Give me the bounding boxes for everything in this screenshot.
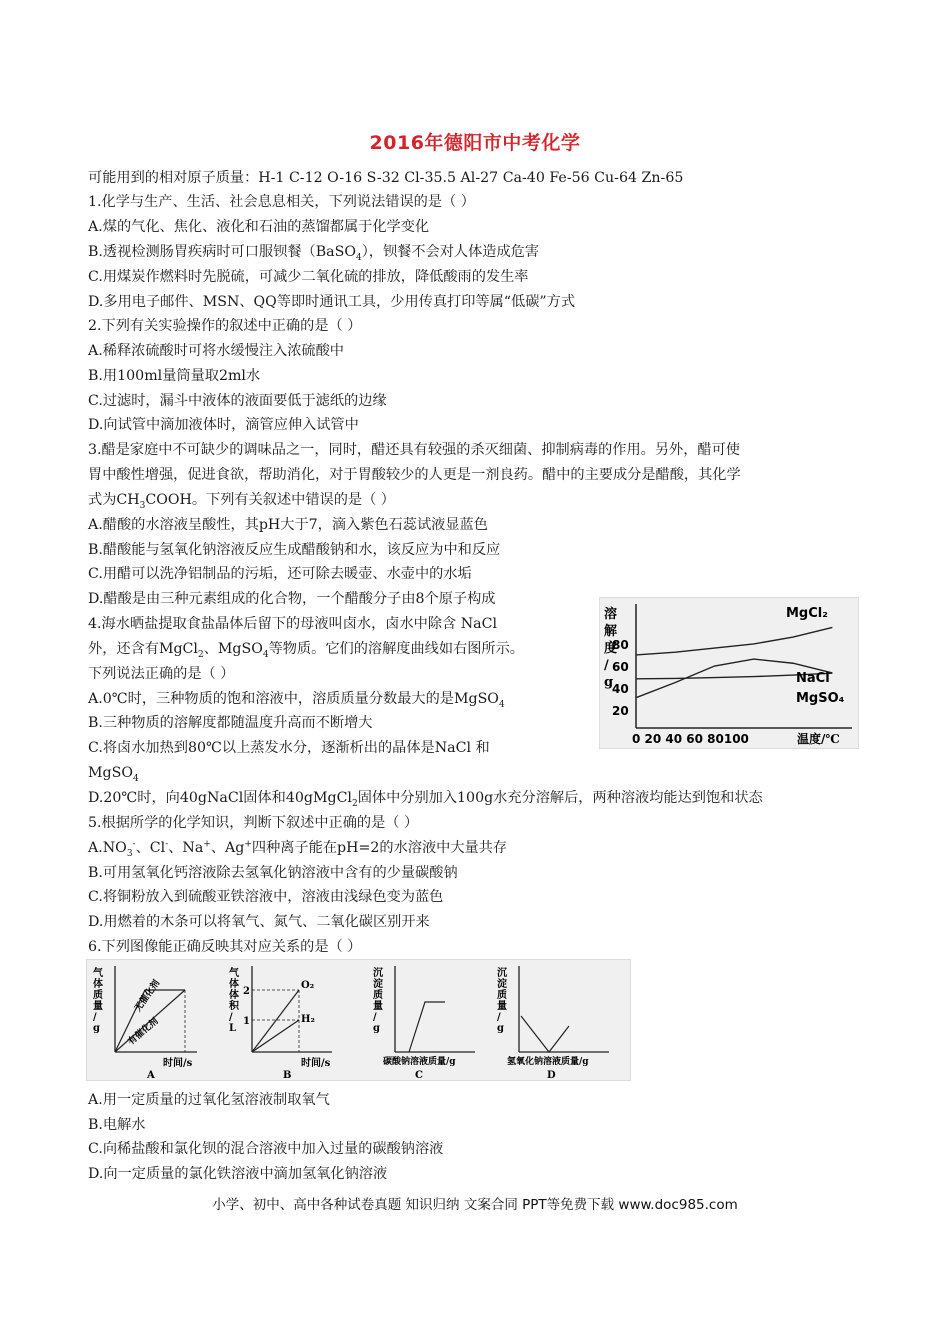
graph-a-top-label: 无催化剂 bbox=[133, 978, 163, 1014]
graph-d-ylabel: 沉淀质量/ g bbox=[497, 968, 507, 1034]
solubility-chart bbox=[599, 597, 859, 749]
graph-b-o2-line bbox=[252, 990, 299, 1052]
graph-d-line bbox=[521, 1016, 569, 1052]
graph-a-xlabel: 时间/s bbox=[163, 1058, 193, 1069]
q6-option-d: D.向一定质量的氯化铁溶液中滴加氢氧化钠溶液 bbox=[88, 1166, 388, 1182]
q2-option-a: A.稀释浓硫酸时可将水缓慢注入浓硫酸中 bbox=[88, 343, 344, 359]
q3-option-c: C.用醋可以洗净铝制品的污垢，还可除去暖壶、水壶中的水垢 bbox=[88, 566, 472, 582]
q2-stem: 2.下列有关实验操作的叙述中正确的是（ ） bbox=[88, 318, 362, 334]
q5-option-b: B.可用氢氧化钙溶液除去氢氧化钠溶液中含有的少量碳酸钠 bbox=[88, 865, 458, 881]
graph-b-tick-1: 1 bbox=[243, 1016, 250, 1027]
q3-stem-line3: 式为$CH_3COOH$。下列有关叙述中错误的是（ ） bbox=[88, 492, 395, 511]
graph-b-xlabel: 时间/s bbox=[301, 1058, 331, 1069]
q6-stem: 6.下列图像能正确反映其对应关系的是（ ） bbox=[88, 939, 362, 955]
page-title: 2016年德阳市中考化学 bbox=[369, 132, 581, 154]
q5-option-c: C.将铜粉放入到硫酸亚铁溶液中，溶液由浅绿色变为蓝色 bbox=[88, 889, 444, 905]
q4-stem-line3: 下列说法正确的是（ ） bbox=[88, 666, 235, 682]
graph-b-h2-line bbox=[252, 1020, 299, 1052]
y-tick-60: 60 bbox=[612, 660, 629, 674]
q5-option-a: $A.NO_3^-$、Cl-、Na+、Ag+四种离子能在pH=2的水溶液中大量共存 bbox=[88, 839, 508, 859]
q4-option-b: B.三种物质的溶解度都随温度升高而不断增大 bbox=[88, 715, 373, 731]
q6-option-b: B.电解水 bbox=[88, 1117, 146, 1133]
y-tick-40: 40 bbox=[612, 682, 629, 696]
graph-d bbox=[496, 966, 609, 1080]
q6-graphs bbox=[86, 959, 631, 1081]
graph-a-ylabel: 气体质量/ g bbox=[93, 968, 103, 1034]
q3-stem-line1: 3.醋是家庭中不可缺少的调味品之一，同时，醋还具有较强的杀灭细菌、抑制病毒的作用。另外，醋可使 bbox=[88, 442, 740, 458]
series-label-mgso4: MgSO₄ bbox=[796, 691, 845, 706]
q6-graphs-svg bbox=[87, 960, 630, 1080]
q6-option-a: A.用一定质量的过氧化氢溶液制取氧气 bbox=[88, 1092, 330, 1108]
graph-d-xlabel: 氢氧化钠溶液质量/g bbox=[507, 1057, 589, 1067]
q1-option-b: B.透视检测肠胃疾病时可口服钡餐（BaSO$_4$），钡餐不会对人体造成危害 bbox=[88, 244, 540, 263]
y-tick-20: 20 bbox=[612, 704, 629, 718]
q3-stem-line2: 胃中酸性增强，促进食欲，帮助消化，对于胃酸较少的人更是一剂良药。醋中的主要成分是醋酸，其化学 bbox=[88, 467, 741, 483]
q4-stem-line2: 外，还含有MgCl$_2$、MgSO$_4$等物质。它们的溶解度曲线如右图所示。 bbox=[88, 641, 524, 660]
q5-option-d: D.用燃着的木条可以将氧气、氮气、二氧化碳区别开来 bbox=[88, 914, 430, 930]
q1-stem: 1.化学与生产、生活、社会息息相关，下列说法错误的是（ ） bbox=[88, 194, 475, 210]
graph-a bbox=[93, 966, 197, 1080]
solubility-chart-svg bbox=[600, 598, 858, 748]
y-tick-80: 80 bbox=[612, 638, 629, 652]
atomic-masses: 可能用到的相对原子质量：H-1 C-12 O-16 S-32 Cl-35.5 Al-27 Ca-40 Fe-56 Cu-64 Zn-65 bbox=[88, 170, 684, 186]
q2-option-c: C.过滤时，漏斗中液体的液面要低于滤纸的边缘 bbox=[88, 393, 387, 409]
graph-a-bottom-label: 有催化剂 bbox=[126, 1016, 161, 1048]
graph-c bbox=[372, 966, 475, 1080]
q1-option-c: C.用煤炭作燃料时先脱硫，可减少二氧化硫的排放，降低酸雨的发生率 bbox=[88, 269, 529, 285]
graph-d-caption: D bbox=[547, 1070, 556, 1080]
graph-c-xlabel: 碳酸钠溶液质量/g bbox=[383, 1057, 456, 1067]
graph-b bbox=[229, 966, 332, 1080]
x-axis-label: 温度/℃ bbox=[797, 732, 840, 746]
y-axis-label: 溶解度/ g bbox=[604, 607, 618, 690]
footer-text: 小学、初中、高中各种试卷真题 知识归纳 文案合同 PPT等免费下载 www.doc985.com bbox=[212, 1197, 738, 1213]
graph-b-tick-2: 2 bbox=[243, 986, 250, 997]
graph-b-o2-label: O₂ bbox=[301, 980, 315, 991]
q1-option-a: A.煤的气化、焦化、液化和石油的蒸馏都属于化学变化 bbox=[88, 219, 430, 235]
q4-option-a: A.0℃时，三种物质的饱和溶液中，溶质质量分数最大的是MgSO$_4$ bbox=[88, 691, 505, 710]
q4-option-d: D.20℃时，向40gNaCl固体和40gMgCl$_2$固体中分别加入100g水充分溶解后，两种溶液均能达到饱和状态 bbox=[88, 790, 763, 809]
q3-option-b: B.醋酸能与氢氧化钠溶液反应生成醋酸钠和水，该反应为中和反应 bbox=[88, 542, 501, 558]
q3-option-d: D.醋酸是由三种元素组成的化合物，一个醋酸分子由8个原子构成 bbox=[88, 591, 496, 607]
q6-option-c: C.向稀盐酸和氯化钡的混合溶液中加入过量的碳酸钠溶液 bbox=[88, 1141, 444, 1157]
graph-c-caption: C bbox=[415, 1070, 423, 1080]
graph-a-caption: A bbox=[147, 1070, 155, 1080]
q4-stem-line1: 4.海水晒盐提取食盐晶体后留下的母液叫卤水，卤水中除含 NaCl bbox=[88, 616, 498, 632]
graph-b-ylabel: 气体体积/ L bbox=[229, 968, 239, 1034]
series-label-mgcl2: MgCl₂ bbox=[786, 606, 828, 621]
graph-c-line bbox=[409, 1002, 445, 1052]
solubility-curve-0 bbox=[636, 627, 832, 655]
graph-b-h2-label: H₂ bbox=[301, 1014, 315, 1025]
q1-option-d: D.多用电子邮件、MSN、QQ等即时通讯工具，少用传真打印等属“低碳”方式 bbox=[88, 294, 576, 310]
q2-option-b: B.用100ml量筒量取2ml水 bbox=[88, 368, 261, 384]
series-label-nacl: NaCl bbox=[796, 671, 830, 686]
q5-stem: 5.根据所学的化学知识，判断下叙述中正确的是（ ） bbox=[88, 815, 419, 831]
x-ticks: 0 20 40 60 80100 bbox=[632, 732, 749, 746]
q3-option-a: A.醋酸的水溶液呈酸性，其pH大于7，滴入紫色石蕊试液显蓝色 bbox=[88, 517, 488, 533]
q4-option-c-line2: MgSO$_4$ bbox=[88, 765, 139, 784]
graph-c-ylabel: 沉淀质量/ g bbox=[373, 968, 383, 1034]
graph-b-caption: B bbox=[283, 1070, 292, 1080]
q2-option-d: D.向试管中滴加液体时，滴管应伸入试管中 bbox=[88, 417, 359, 433]
q4-option-c-line1: C.将卤水加热到80℃以上蒸发水分，逐渐析出的晶体是NaCl 和 bbox=[88, 740, 490, 756]
